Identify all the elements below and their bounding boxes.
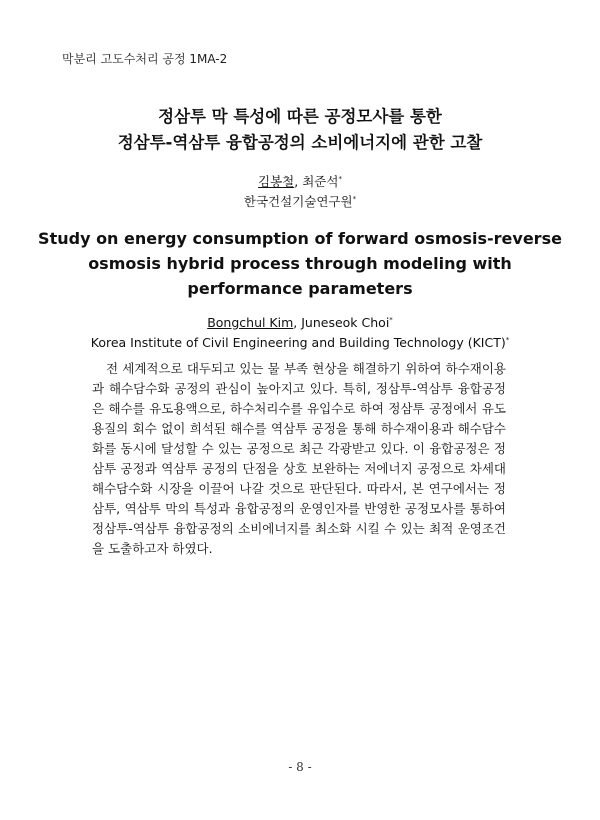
korean-affiliation-line [0, 192, 600, 212]
korean-title-line-2: 정삼투-역삼투 융합공정의 소비에너지에 관한 고찰 [117, 133, 483, 152]
english-title-line-3: performance parameters [187, 279, 413, 298]
english-author-line [0, 313, 600, 333]
korean-title-line-1: 정삼투 막 특성에 따른 공정모사를 통한 [158, 107, 442, 126]
english-authors-block [0, 313, 600, 353]
english-author-1: Bongchul Kim [207, 315, 294, 330]
english-title [0, 226, 600, 301]
english-title-line-1: Study on energy consumption of forward osmosis-reverse [38, 229, 562, 248]
english-author-separator: , [293, 315, 302, 330]
abstract-paragraph: 전 세계적으로 대두되고 있는 물 부족 현상을 해결하기 위하여 하수재이용과 해수담수화 공정의 관심이 높아지고 있다. 특히, 정삼투-역삼투 융합공정은 해수를 유도용액으로, 하수처리수를 유입수로 하여 정삼투 공정에서 유도용질의 회수 없이 희석된 해수를 역삼투 공정을 통해 하수재이용과 해수담수화를 동시에 달성할 수 있는 공정으로 최근 각광받고 있다. 이 융합공정은 정삼투 공정과 역삼투 공정의 단점을 상호 보완하는 저에너지 공정으로 차세대 해수담수화 시장을 이끌어 나갈 것으로 판단된다. 따라서, 본 연구에서는 정삼투, 역삼투 막의 특성과 융합공정의 운영인자를 반영한 공정모사를 통하여 정삼투-역삼투 융합공정의 소비에너지를 최소화 시킬 수 있는 최적 운영조건을 도출하고자 하였다. [92, 361, 506, 556]
korean-affiliation: 한국건설기술연구원 [243, 194, 353, 209]
english-author-2: Juneseok Choi [301, 315, 390, 330]
korean-author-mark: * [338, 174, 342, 183]
korean-author-1: 김봉철 [258, 174, 295, 189]
english-affiliation: Korea Institute of Civil Engineering and Building Technology (KICT) [90, 335, 506, 350]
korean-author-separator: , [294, 174, 303, 189]
english-affiliation-mark: * [505, 335, 510, 344]
english-title-line-2: osmosis hybrid process through modeling with [88, 254, 512, 273]
korean-author-2: 최준석 [302, 174, 339, 189]
korean-author-line [0, 172, 600, 192]
korean-affiliation-mark: * [352, 194, 357, 203]
english-affiliation-line [0, 333, 600, 353]
korean-title [0, 104, 600, 156]
english-author-mark: * [389, 315, 393, 324]
korean-authors-block [0, 172, 600, 212]
running-header: 막분리 고도수처리 공정 1MA-2 [62, 52, 228, 66]
page-number: - 8 - [288, 760, 312, 774]
